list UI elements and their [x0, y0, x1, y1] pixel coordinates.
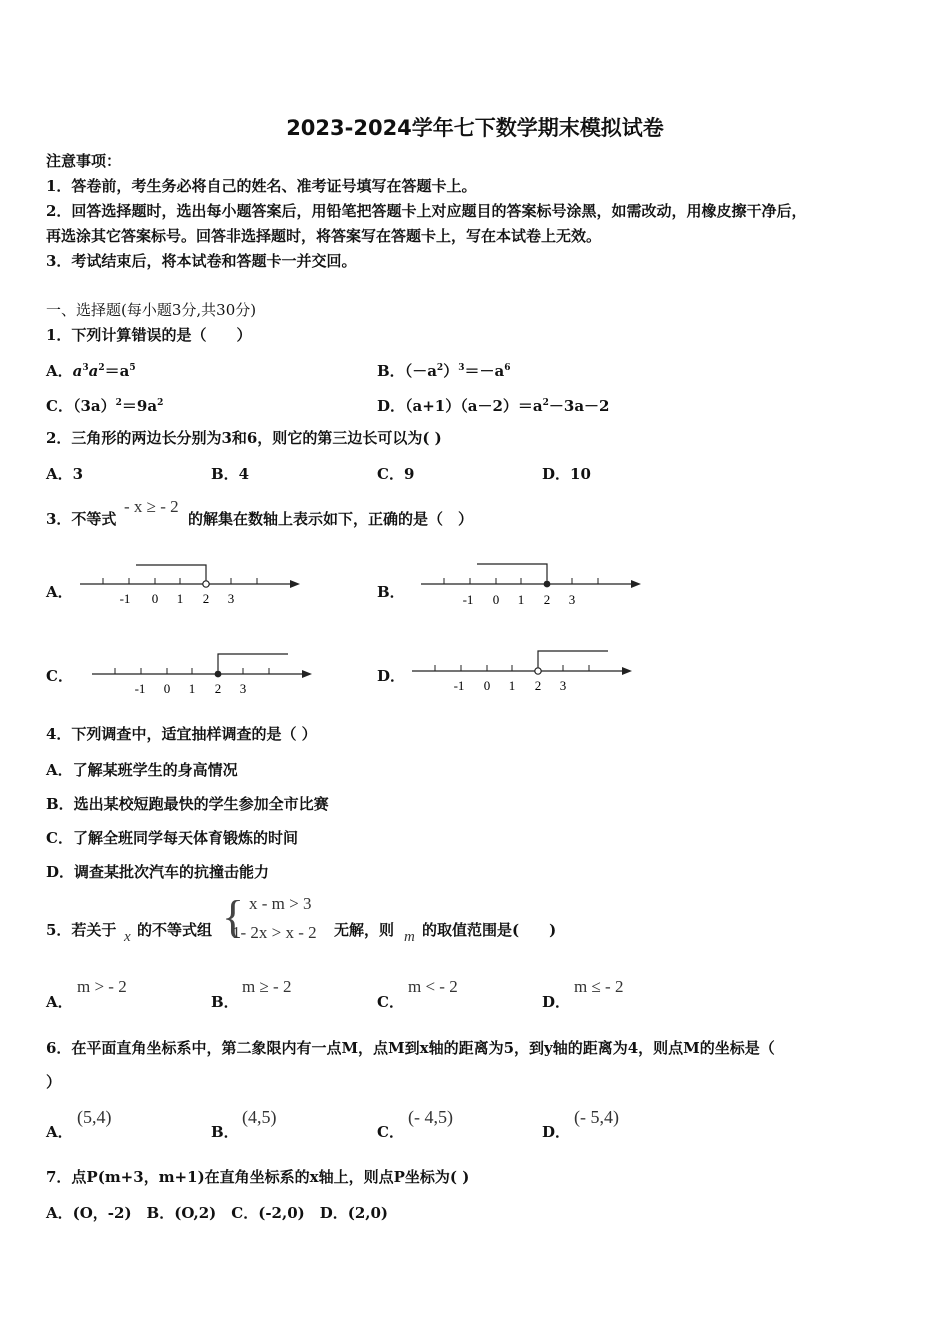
- tick-label: 1: [508, 678, 516, 693]
- notice-line: 2．回答选择题时，选出每小题答案后，用铅笔把答题卡上对应题目的答案标号涂黑，如需改动，用橡皮擦干净后，: [46, 202, 807, 220]
- tick-label: 3: [559, 678, 567, 693]
- q1-option-a: A．$a^3a^2=a^5$: [46, 362, 136, 380]
- section-heading: 一、选择题(每小题3分,共30分): [46, 301, 257, 319]
- q5-option-a-formula: m > - 2: [77, 977, 127, 996]
- q4-option-b: B．选出某校短跑最快的学生参加全市比赛: [46, 795, 329, 813]
- q4-option-c: C．了解全班同学每天体育锻炼的时间: [46, 829, 298, 847]
- question-2-stem: 2．三角形的两边长分别为3和6，则它的第三边长可以为( ): [46, 429, 442, 447]
- question-4-stem: 4．下列调查中，适宜抽样调查的是（ ）: [46, 725, 317, 743]
- question-3-stem-pre: 3．不等式: [46, 510, 117, 528]
- tick-label: 1: [517, 592, 525, 607]
- q6-option-b-formula: (4,5): [242, 1107, 277, 1127]
- tick-label: 2: [214, 681, 222, 696]
- system-brace: {: [222, 891, 245, 942]
- q5-option-d-formula: m ≤ - 2: [574, 977, 624, 996]
- q5-inequality-1: x - m > 3: [249, 894, 312, 913]
- q5-option-b-formula: m ≥ - 2: [242, 977, 292, 996]
- tick-label: 2: [543, 592, 551, 607]
- q3-number-line-b: [417, 556, 647, 612]
- tick-label: 2: [202, 591, 210, 606]
- q1-option-b: B．$(-a^2)^3=-a^6$: [377, 362, 511, 380]
- q3-inequality: - x ≥ - 2: [124, 497, 179, 516]
- notice-line: 1．答卷前，考生务必将自己的姓名、准考证号填写在答题卡上。: [46, 177, 477, 195]
- tick-label: 1: [176, 591, 184, 606]
- q3-option-b-label: B．: [377, 583, 405, 601]
- notice-heading: 注意事项：: [46, 152, 122, 170]
- tick-label: -1: [462, 592, 474, 607]
- q3-number-line-d: [408, 643, 638, 699]
- tick-label: 0: [163, 681, 171, 696]
- tick-label: 3: [239, 681, 247, 696]
- q5-option-a-label: A．: [46, 993, 73, 1011]
- q4-option-a: A．了解某班学生的身高情况: [46, 761, 238, 779]
- q5-var-x: x: [124, 929, 131, 945]
- q3-option-a-label: A．: [46, 583, 73, 601]
- q2-option-a: A．3: [46, 465, 84, 483]
- tick-label: -1: [134, 681, 146, 696]
- question-3-stem-post: 的解集在数轴上表示如下，正确的是（ ）: [188, 510, 474, 528]
- q1-option-c: C．$(3a)^2=9a^2$: [46, 397, 164, 415]
- q3-number-line-c: [88, 646, 318, 702]
- q5-inequality-2: 1- 2x > x - 2: [232, 923, 317, 942]
- question-1-stem: 1．下列计算错误的是（ ）: [46, 326, 252, 344]
- tick-label: 3: [568, 592, 576, 607]
- q5-option-c-label: C．: [377, 993, 404, 1011]
- q5-option-c-formula: m < - 2: [408, 977, 458, 996]
- tick-label: 0: [151, 591, 159, 606]
- q2-option-d: D．10: [542, 465, 591, 483]
- question-6-stem-line-1: 6．在平面直角坐标系中，第二象限内有一点M，点M到x轴的距离为5，到y轴的距离为4，则点M的坐标是（: [46, 1039, 775, 1057]
- q4-option-d: D．调查某批次汽车的抗撞击能力: [46, 863, 270, 881]
- question-5-stem-post: 的取值范围是( ): [422, 921, 557, 939]
- tick-label: -1: [453, 678, 465, 693]
- q7-options: A．(O，-2) B．(O,2) C．(-2,0) D．(2,0): [46, 1204, 389, 1222]
- q6-option-a-label: A．: [46, 1123, 73, 1141]
- q6-option-c-label: C．: [377, 1123, 404, 1141]
- q5-option-b-label: B．: [211, 993, 239, 1011]
- page-title: 2023-2024学年七下数学期末模拟试卷: [286, 116, 664, 140]
- tick-label: -1: [119, 591, 131, 606]
- notice-line: 再选涂其它答案标号。回答非选择题时，将答案写在答题卡上，写在本试卷上无效。: [46, 227, 602, 245]
- tick-label: 2: [534, 678, 542, 693]
- question-7-stem: 7．点P(m+3，m+1)在直角坐标系的x轴上，则点P坐标为( ): [46, 1168, 470, 1186]
- question-5-stem-mid2: 无解，则: [334, 921, 395, 939]
- q5-var-m: m: [404, 929, 415, 945]
- q3-option-c-label: C．: [46, 667, 73, 685]
- tick-label: 0: [492, 592, 500, 607]
- q3-option-d-label: D．: [377, 667, 406, 685]
- q3-number-line-a: [76, 556, 306, 612]
- notice-line: 3．考试结束后，将本试卷和答题卡一并交回。: [46, 252, 357, 270]
- q2-option-b: B．4: [211, 465, 250, 483]
- tick-label: 3: [227, 591, 235, 606]
- q5-option-d-label: D．: [542, 993, 571, 1011]
- q2-option-c: C．9: [377, 465, 415, 483]
- tick-label: 0: [483, 678, 491, 693]
- q6-option-d-formula: (- 5,4): [574, 1107, 619, 1127]
- question-5-stem-mid: 的不等式组: [137, 921, 213, 939]
- tick-label: 1: [188, 681, 196, 696]
- q6-option-c-formula: (- 4,5): [408, 1107, 453, 1127]
- q1-option-d: D．$(a+1)(a-2)=a^2-3a-2$: [377, 397, 610, 415]
- question-6-stem-line-2: ）: [46, 1073, 62, 1091]
- q6-option-b-label: B．: [211, 1123, 239, 1141]
- q6-option-d-label: D．: [542, 1123, 571, 1141]
- q6-option-a-formula: (5,4): [77, 1107, 112, 1127]
- question-5-stem-pre: 5．若关于: [46, 921, 117, 939]
